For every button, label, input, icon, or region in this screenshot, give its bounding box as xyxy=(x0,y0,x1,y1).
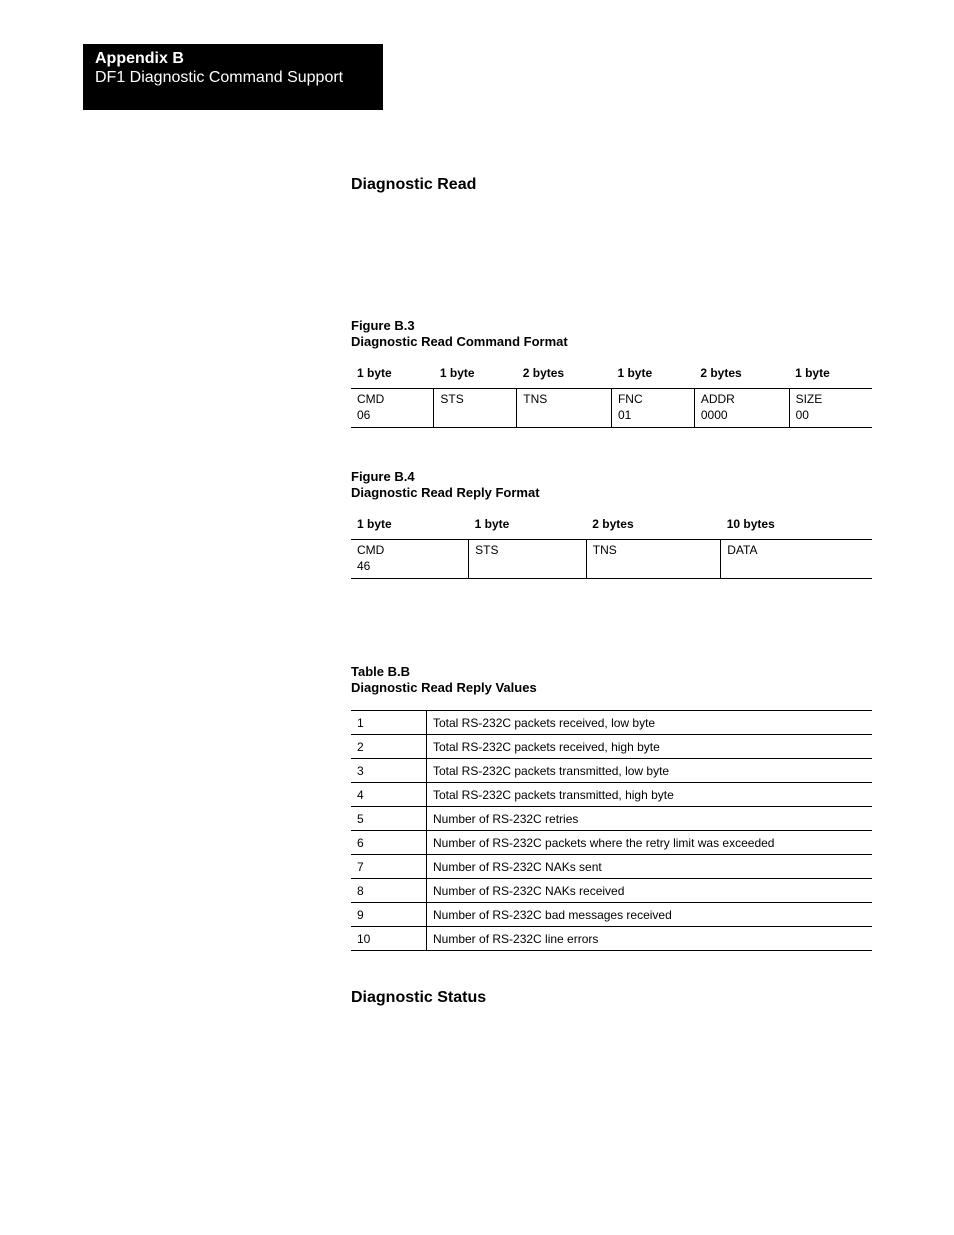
field-size: 1 byte xyxy=(789,364,872,389)
row-number: 1 xyxy=(351,711,427,735)
field-size: 1 byte xyxy=(434,364,517,389)
field-name: STS xyxy=(475,543,499,557)
row-number: 5 xyxy=(351,807,427,831)
field-size: 2 bytes xyxy=(517,364,612,389)
row-description: Number of RS-232C NAKs received xyxy=(427,879,873,903)
table-row xyxy=(351,831,872,855)
figure-b3-caption xyxy=(351,318,568,350)
field-cell xyxy=(721,540,872,579)
figure-title: Diagnostic Read Command Format xyxy=(351,334,568,349)
table-row xyxy=(351,879,872,903)
table-row xyxy=(351,783,872,807)
field-name: ADDR xyxy=(700,392,735,406)
field-cell xyxy=(434,389,517,428)
field-name: CMD xyxy=(357,392,385,406)
table-row xyxy=(351,927,872,951)
field-value: 0000 xyxy=(700,408,728,422)
field-name: SIZE xyxy=(795,392,823,406)
table-label: Table B.B xyxy=(351,664,410,679)
field-name: FNC xyxy=(617,392,643,406)
field-size: 1 byte xyxy=(351,364,434,389)
figure-b4-format-table xyxy=(351,515,872,579)
field-value: 46 xyxy=(357,559,371,573)
row-description: Total RS-232C packets transmitted, low byte xyxy=(427,759,873,783)
section-heading-diagnostic-status: Diagnostic Status xyxy=(351,989,487,1006)
row-number: 7 xyxy=(351,855,427,879)
field-size: 2 bytes xyxy=(694,364,789,389)
page-header xyxy=(83,44,383,110)
table-row xyxy=(351,903,872,927)
table-row xyxy=(351,735,872,759)
field-cell xyxy=(469,540,587,579)
row-description: Number of RS-232C bad messages received xyxy=(427,903,873,927)
field-name: CMD xyxy=(357,543,385,557)
field-cell xyxy=(586,540,720,579)
row-description: Total RS-232C packets received, low byte xyxy=(427,711,873,735)
figure-label: Figure B.3 xyxy=(351,318,415,333)
field-size: 1 byte xyxy=(351,515,469,540)
row-description: Total RS-232C packets transmitted, high byte xyxy=(427,783,873,807)
row-number: 2 xyxy=(351,735,427,759)
row-description: Number of RS-232C packets where the retry limit was exceeded xyxy=(427,831,873,855)
row-description: Number of RS-232C NAKs sent xyxy=(427,855,873,879)
field-size: 1 byte xyxy=(611,364,694,389)
table-row xyxy=(351,759,872,783)
field-name: TNS xyxy=(592,543,617,557)
table-row xyxy=(351,855,872,879)
row-description: Number of RS-232C line errors xyxy=(427,927,873,951)
row-number: 3 xyxy=(351,759,427,783)
field-name: TNS xyxy=(523,392,548,406)
figure-label: Figure B.4 xyxy=(351,469,415,484)
table-bb-caption xyxy=(351,664,537,696)
row-number: 6 xyxy=(351,831,427,855)
row-number: 4 xyxy=(351,783,427,807)
header-title: DF1 Diagnostic Command Support xyxy=(95,69,344,86)
row-description: Total RS-232C packets received, high byte xyxy=(427,735,873,759)
field-cell xyxy=(611,389,694,428)
row-number: 8 xyxy=(351,879,427,903)
section-heading-diagnostic-read: Diagnostic Read xyxy=(351,176,477,193)
field-cell xyxy=(351,540,469,579)
field-cell xyxy=(694,389,789,428)
field-cell xyxy=(351,389,434,428)
appendix-label: Appendix B xyxy=(95,50,184,67)
figure-b3-format-table xyxy=(351,364,872,428)
row-description: Number of RS-232C retries xyxy=(427,807,873,831)
figure-b4-caption xyxy=(351,469,540,501)
reply-values-table xyxy=(351,710,872,951)
table-row xyxy=(351,711,872,735)
table-row xyxy=(351,807,872,831)
field-size: 10 bytes xyxy=(721,515,872,540)
row-number: 10 xyxy=(351,927,427,951)
field-size: 2 bytes xyxy=(586,515,720,540)
table-title: Diagnostic Read Reply Values xyxy=(351,680,537,695)
row-number: 9 xyxy=(351,903,427,927)
field-value: 01 xyxy=(617,408,632,422)
field-size: 1 byte xyxy=(469,515,587,540)
field-value: 06 xyxy=(357,408,371,422)
field-name: DATA xyxy=(727,543,758,557)
figure-title: Diagnostic Read Reply Format xyxy=(351,485,540,500)
field-cell xyxy=(789,389,872,428)
field-value: 00 xyxy=(795,408,809,422)
field-cell xyxy=(517,389,612,428)
field-name: STS xyxy=(440,392,464,406)
